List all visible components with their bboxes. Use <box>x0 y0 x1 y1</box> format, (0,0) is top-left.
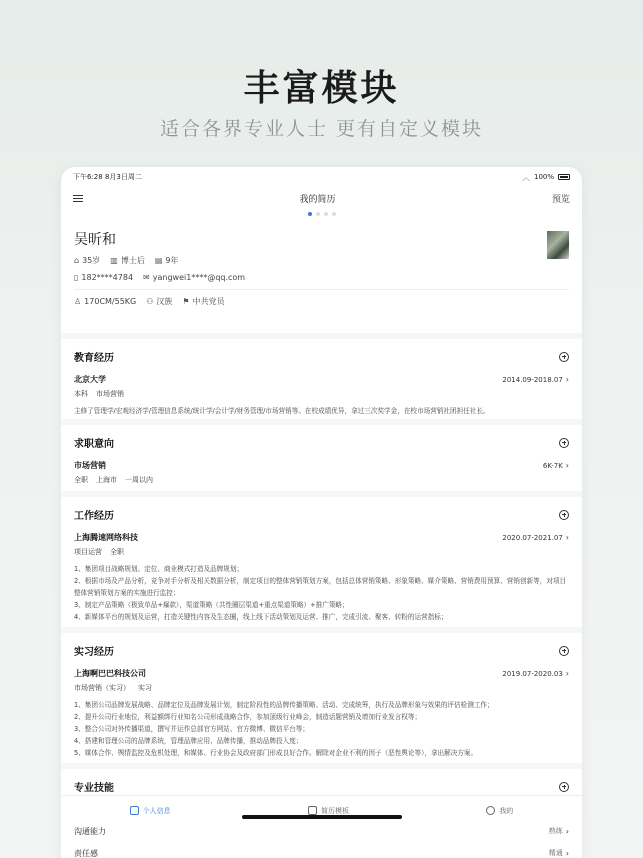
job-type: 全职 <box>110 548 124 556</box>
hero-subtitle: 适合各界专业人士 更有自定义模块 <box>159 118 484 140</box>
major: 市场营销 <box>96 390 124 398</box>
desc-line: 3、整合公司对外传播渠道，撰写并运作总部官方网站、官方微博、微信平台等； <box>74 725 309 733</box>
dept: 市场营销（实习） <box>74 684 130 692</box>
email-info <box>143 273 245 282</box>
tab-label: 我的 <box>499 806 514 815</box>
position-name: 市场营销 <box>74 461 106 470</box>
hero-title: 丰富模块 <box>243 68 400 109</box>
page-dot[interactable] <box>316 212 320 216</box>
resume-content <box>61 219 582 858</box>
company-name: 上海啊巴巴科技公司 <box>74 669 146 678</box>
skill-name: 责任感 <box>74 848 98 858</box>
template-icon <box>308 806 317 815</box>
age-icon: ⌂ <box>74 256 80 265</box>
education-date: 2014.09-2018.07 <box>502 375 563 384</box>
nav-bar <box>61 187 582 209</box>
chevron-right-icon: › <box>565 848 569 858</box>
chevron-right-icon: › <box>565 461 569 470</box>
wifi-icon: ︿ <box>521 172 530 182</box>
desc-line: 2、提升公司行业地位，利益额绑行业知名公司形成战略合作，参加顶级行业峰会，制造话题营销及增加行业发言权等； <box>74 713 422 721</box>
intern-entry[interactable] <box>74 668 569 679</box>
body-icon: ♙ <box>74 297 82 306</box>
section-title: 工作经历 <box>74 511 114 522</box>
section-title: 实习经历 <box>74 647 114 658</box>
degree-value: 博士后 <box>120 256 145 265</box>
page-dot[interactable] <box>332 212 336 216</box>
user-icon <box>486 806 495 815</box>
briefcase-icon: ▤ <box>154 256 163 265</box>
status-indicators <box>522 172 570 183</box>
intern-date-wrap <box>502 669 569 678</box>
phone-value: 182****4784 <box>81 273 134 282</box>
degree-icon: ▥ <box>110 256 118 265</box>
age-info <box>74 255 100 266</box>
job-type: 实习 <box>138 684 152 692</box>
work-section <box>61 497 582 633</box>
skill-level: 熟练 <box>548 827 563 835</box>
education-entry[interactable] <box>74 374 569 385</box>
avatar[interactable] <box>547 231 569 259</box>
desc-line: 2、根据市场及产品分析，竞争对手分析及相关数据分析，制定项目的整体营销策划方案，包括总体营销策略、形象策略、媒介策略、营销费用预算、营销创新等，对项目整体营销策划方案的实施进行监控； <box>74 577 567 597</box>
email-value: yangwei1****@qq.com <box>152 273 246 282</box>
intention-section <box>61 425 582 497</box>
profile-card[interactable] <box>61 219 582 339</box>
mail-icon: ✉ <box>143 273 150 282</box>
work-date-wrap <box>502 533 569 542</box>
salary: 6K-7K <box>542 461 563 470</box>
politics-value: 中共党员 <box>192 297 225 306</box>
education-section <box>61 339 582 425</box>
tab-mine[interactable] <box>486 806 513 816</box>
section-title: 专业技能 <box>74 783 114 794</box>
id-card-icon <box>130 806 139 815</box>
tab-profile-info[interactable] <box>130 806 171 816</box>
body-info <box>74 297 136 306</box>
add-icon[interactable] <box>559 646 569 656</box>
work-sub <box>74 547 569 557</box>
tab-templates[interactable] <box>308 806 349 816</box>
profile-basic-row <box>74 255 569 266</box>
chevron-right-icon: › <box>565 826 569 836</box>
intention-sub <box>74 475 569 485</box>
battery-percent: 100% <box>533 173 554 181</box>
profile-contact-row <box>74 273 569 282</box>
work-date: 2020.07-2021.07 <box>502 533 563 542</box>
desc-line: 4、搭建和管理公司的品牌系统，管理品牌应用、品牌传播，推动品牌投入度； <box>74 737 303 745</box>
skill-name: 沟通能力 <box>74 826 106 836</box>
status-time: 下午6:28 8月3日周二 <box>73 173 142 181</box>
phone-icon: ▯ <box>74 273 79 282</box>
school-name: 北京大学 <box>74 375 106 384</box>
politics-info <box>182 296 224 307</box>
skill-level-wrap <box>549 848 569 858</box>
desc-line: 4、新媒体平台的规划及运营，打造关键性内容及生态圈，线上线下活动策划及运营、推广，完成引流、聚客、转粉的运营指标； <box>74 613 448 621</box>
people-icon: ⚇ <box>146 297 154 306</box>
work-desc <box>74 563 569 623</box>
education-date-wrap <box>502 375 569 384</box>
degree-info <box>110 255 145 266</box>
add-icon[interactable] <box>559 510 569 520</box>
tab-bar <box>61 795 582 825</box>
company-name: 上海腾速网络科技 <box>74 533 138 542</box>
intern-sub <box>74 683 569 693</box>
nav-title: 我的简历 <box>299 194 336 205</box>
section-title: 教育经历 <box>74 353 114 364</box>
page-dot[interactable] <box>324 212 328 216</box>
experience-value: 9年 <box>165 256 179 265</box>
desc-line: 1、集团公司品牌发展战略、品牌定位及品牌发展计划，制定阶段性的品牌传播策略、活动、完成统筹，执行及品牌形象与效果的评估检测工作； <box>74 701 494 709</box>
arrival: 一周以内 <box>125 476 153 484</box>
chevron-right-icon: › <box>565 669 569 678</box>
divider <box>74 289 569 290</box>
skill-row[interactable] <box>74 842 569 858</box>
page-dot-active[interactable] <box>308 212 312 216</box>
phone-info <box>74 273 133 282</box>
skill-level: 精通 <box>548 849 563 857</box>
home-indicator <box>242 815 402 819</box>
battery-icon <box>558 174 570 180</box>
preview-button[interactable]: 预览 <box>551 194 570 205</box>
work-entry[interactable] <box>74 532 569 543</box>
salary-wrap <box>543 461 569 470</box>
desc-line: 3、制定产品策略（极致单品+爆款），渠道策略（共性圈层渠道+重点渠道策略）+推广策略； <box>74 601 349 609</box>
tab-label: 个人信息 <box>142 806 171 815</box>
intern-desc <box>74 699 569 759</box>
flag-icon: ⚑ <box>182 297 190 306</box>
section-title: 求职意向 <box>74 439 114 450</box>
skill-level-wrap <box>549 826 569 836</box>
tablet-screen <box>61 167 582 858</box>
intern-section <box>61 633 582 769</box>
education-desc: 主修了管理学/宏观经济学/管理信息系统/统计学/会计学/财务管理/市场营销等。在校成绩优异，拿过三次奖学金，在校市场营销社团担任社长。 <box>74 407 490 415</box>
body-value: 170CM/55KG <box>84 297 137 306</box>
add-icon[interactable] <box>559 352 569 362</box>
profile-extra-row <box>74 296 569 307</box>
desc-line: 1、集团项目战略规划、定位、商业模式打造及品牌规划； <box>74 565 244 573</box>
ethnicity-value: 汉族 <box>156 297 173 306</box>
chevron-right-icon: › <box>565 375 569 384</box>
chevron-right-icon: › <box>565 533 569 542</box>
menu-icon[interactable] <box>73 195 83 202</box>
intern-date: 2019.07-2020.03 <box>502 669 563 678</box>
add-icon[interactable] <box>559 438 569 448</box>
job-type: 全职 <box>74 476 88 484</box>
intention-entry[interactable] <box>74 460 569 471</box>
degree: 本科 <box>74 390 88 398</box>
age-value: 35岁 <box>82 256 101 265</box>
page-indicator <box>61 209 582 219</box>
add-icon[interactable] <box>559 782 569 792</box>
experience-info <box>155 255 179 266</box>
city: 上海市 <box>96 476 117 484</box>
dept: 项目运营 <box>74 548 102 556</box>
ethnicity-info <box>146 296 172 307</box>
profile-name: 吴昕和 <box>74 232 116 248</box>
tab-label: 简历模板 <box>320 806 349 815</box>
status-bar <box>61 167 582 187</box>
education-sub <box>74 389 569 399</box>
desc-line: 5、媒体合作、舆情监控及危机处理，和媒体、行业协会及政府部门形成良好合作。解除对企业不利的因子（恶性舆论等），拿出解决方案。 <box>74 749 478 757</box>
